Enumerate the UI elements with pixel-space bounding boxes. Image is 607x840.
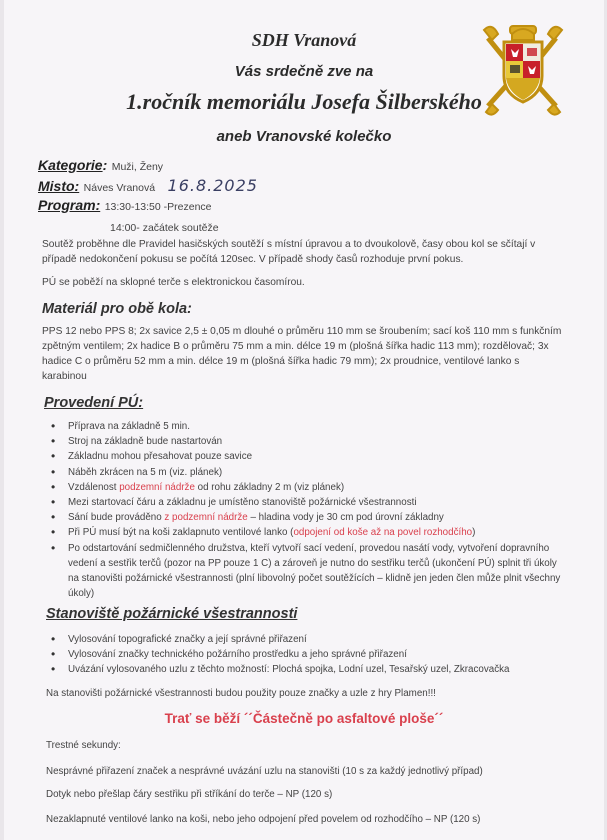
kategorie-value: Muži, Ženy bbox=[111, 161, 164, 173]
document-page bbox=[4, 0, 604, 840]
provedeni-item bbox=[48, 525, 563, 540]
provedeni-item bbox=[48, 434, 563, 449]
stanoviste-note: Na stanovišti požárnické všestrannosti budou použity pouze značky a uzle z hry Plamen!!! bbox=[46, 688, 436, 699]
provedeni-item-text: Stroj na základně bude nastartován bbox=[68, 436, 223, 448]
provedeni-item bbox=[48, 510, 563, 525]
provedeni-item-text: Po odstartování sedmičlenného družstva, kteří vytvoří sací vedení, provedou nasátí vody, vytvoření dopravního vedení a sestřik terčů (pozor na PP pouze 1 C) a zároveň je nutno do sestřiku terčů (ukončení PÚ) splnit tři úkoly na stanovišti požárnické všestrannosti (plní libovolný počet soutěžících – klidně jen jeden člen může plnit všechny úkoly) bbox=[68, 542, 561, 600]
intro-paragraph: Soutěž proběhne dle Pravidel hasičských soutěží s místní úpravou a to dvoukolově, časy obou kol se sčítají v případě nedokončení pokusu se počítá 120sec. V případě shody časů rozhoduje první pokus. bbox=[42, 239, 536, 265]
provedeni-list bbox=[48, 419, 563, 601]
material-text: PPS 12 nebo PPS 8; 2x savice 2,5 ± 0,05 m dlouhé o průměru 110 mm se šroubením; sací koš 110 mm s funkčním zpětným ventilem; 2x hadice B o průměru 75 mm a min. délce 19 m (plošná šířka hadic 113 mm); rozdělovač; 3x hadice C o průměru 52 mm a min. délce 19 m (plošná šířka hadic 79 mm); 2x proudnice, ventilové lanko s karabinou bbox=[42, 326, 562, 382]
provedeni-item bbox=[48, 419, 563, 434]
program-label: Program: bbox=[38, 197, 101, 213]
provedeni-item bbox=[48, 480, 563, 495]
program-row bbox=[38, 197, 212, 215]
stanoviste-item: • Vylosování topografické značky a její správné přiřazení bbox=[48, 632, 563, 647]
misto-row bbox=[38, 176, 258, 196]
provedeni-heading: Provedení PÚ: bbox=[44, 395, 144, 411]
provedeni-item-highlight: podzemní nádrže bbox=[119, 481, 195, 493]
program-row-2 bbox=[110, 218, 219, 236]
kategorie-separator: : bbox=[102, 157, 108, 173]
kategorie-label: Kategorie bbox=[38, 157, 103, 173]
provedeni-item-text: Při PÚ musí být na koši zaklapnuto ventilové lanko ( bbox=[68, 527, 294, 539]
timing-paragraph: PÚ se poběží na sklopné terče s elektronickou časomírou. bbox=[42, 277, 305, 288]
provedeni-item-text: Náběh zkrácen na 5 m (viz. plánek) bbox=[68, 466, 223, 478]
stanoviste-item: • Vylosování značky technického požárního prostředku a jeho správné přiřazení bbox=[48, 647, 563, 662]
provedeni-item-text: – hladina vody je 30 cm pod úrovní základny bbox=[247, 512, 444, 524]
program-line-1: 13:30-13:50 -Prezence bbox=[104, 201, 212, 213]
penalty-item: Nezaklapnuté ventilové lanko na koši, nebo jeho odpojení před povelem od rozhodčího – NP (120 s) bbox=[46, 814, 481, 825]
stanoviste-heading: Stanoviště požárnické všestrannosti bbox=[46, 606, 298, 622]
handwritten-date: 16.8.2025 bbox=[167, 176, 258, 195]
provedeni-item-text: Mezi startovací čáru a základnu je umístěno stanoviště požárnické všestrannosti bbox=[68, 497, 417, 509]
provedeni-item-text: Základnu mohou přesahovat pouze savice bbox=[68, 451, 253, 463]
provedeni-item bbox=[48, 449, 563, 464]
stanoviste-list bbox=[48, 632, 563, 678]
provedeni-item-text: Vzdálenost bbox=[68, 481, 120, 493]
event-subtitle: aneb Vranovské kolečko bbox=[216, 128, 392, 145]
provedeni-item-text: ) bbox=[472, 527, 476, 539]
invite-line: Vás srdečně zve na bbox=[234, 63, 374, 80]
misto-value: Náves Vranová bbox=[83, 182, 156, 194]
provedeni-item bbox=[48, 541, 563, 602]
provedeni-item-text: Příprava na základně 5 min. bbox=[68, 421, 190, 432]
material-heading: Materiál pro obě kola: bbox=[42, 301, 192, 317]
track-note: Trať se běží ´´Částečně po asfaltové ploše´´ bbox=[164, 711, 444, 726]
org-title: SDH Vranová bbox=[251, 30, 357, 50]
penalty-item: Dotyk nebo přešlap čáry sestřiku při stříkání do terče – NP (120 s) bbox=[46, 789, 333, 800]
program-line-2: 14:00- začátek soutěže bbox=[110, 222, 219, 234]
provedeni-item bbox=[48, 465, 563, 480]
provedeni-item-text: Sání bude prováděno bbox=[68, 512, 165, 524]
stanoviste-item: • Uvázání vylosovaného uzlu z těchto možností: Plochá spojka, Lodní uzel, Tesařský uzel, Zkracovačka bbox=[48, 662, 563, 677]
provedeni-item-highlight: odpojení od koše až na povel rozhodčího bbox=[293, 527, 473, 539]
penalties-heading: Trestné sekundy: bbox=[46, 740, 121, 751]
provedeni-item-highlight: z podzemní nádrže bbox=[164, 512, 248, 524]
penalty-item: Nesprávné přiřazení značek a nesprávné uvázání uzlu na stanovišti (10 s za každý jednotlivý případ) bbox=[46, 766, 483, 777]
provedeni-item-text: od rohu základny 2 m (viz plánek) bbox=[194, 481, 345, 493]
event-title: 1.ročník memoriálu Josefa Šilberského bbox=[126, 89, 482, 114]
provedeni-item bbox=[48, 495, 563, 510]
misto-label: Misto: bbox=[38, 178, 80, 194]
kategorie-row bbox=[38, 157, 163, 175]
